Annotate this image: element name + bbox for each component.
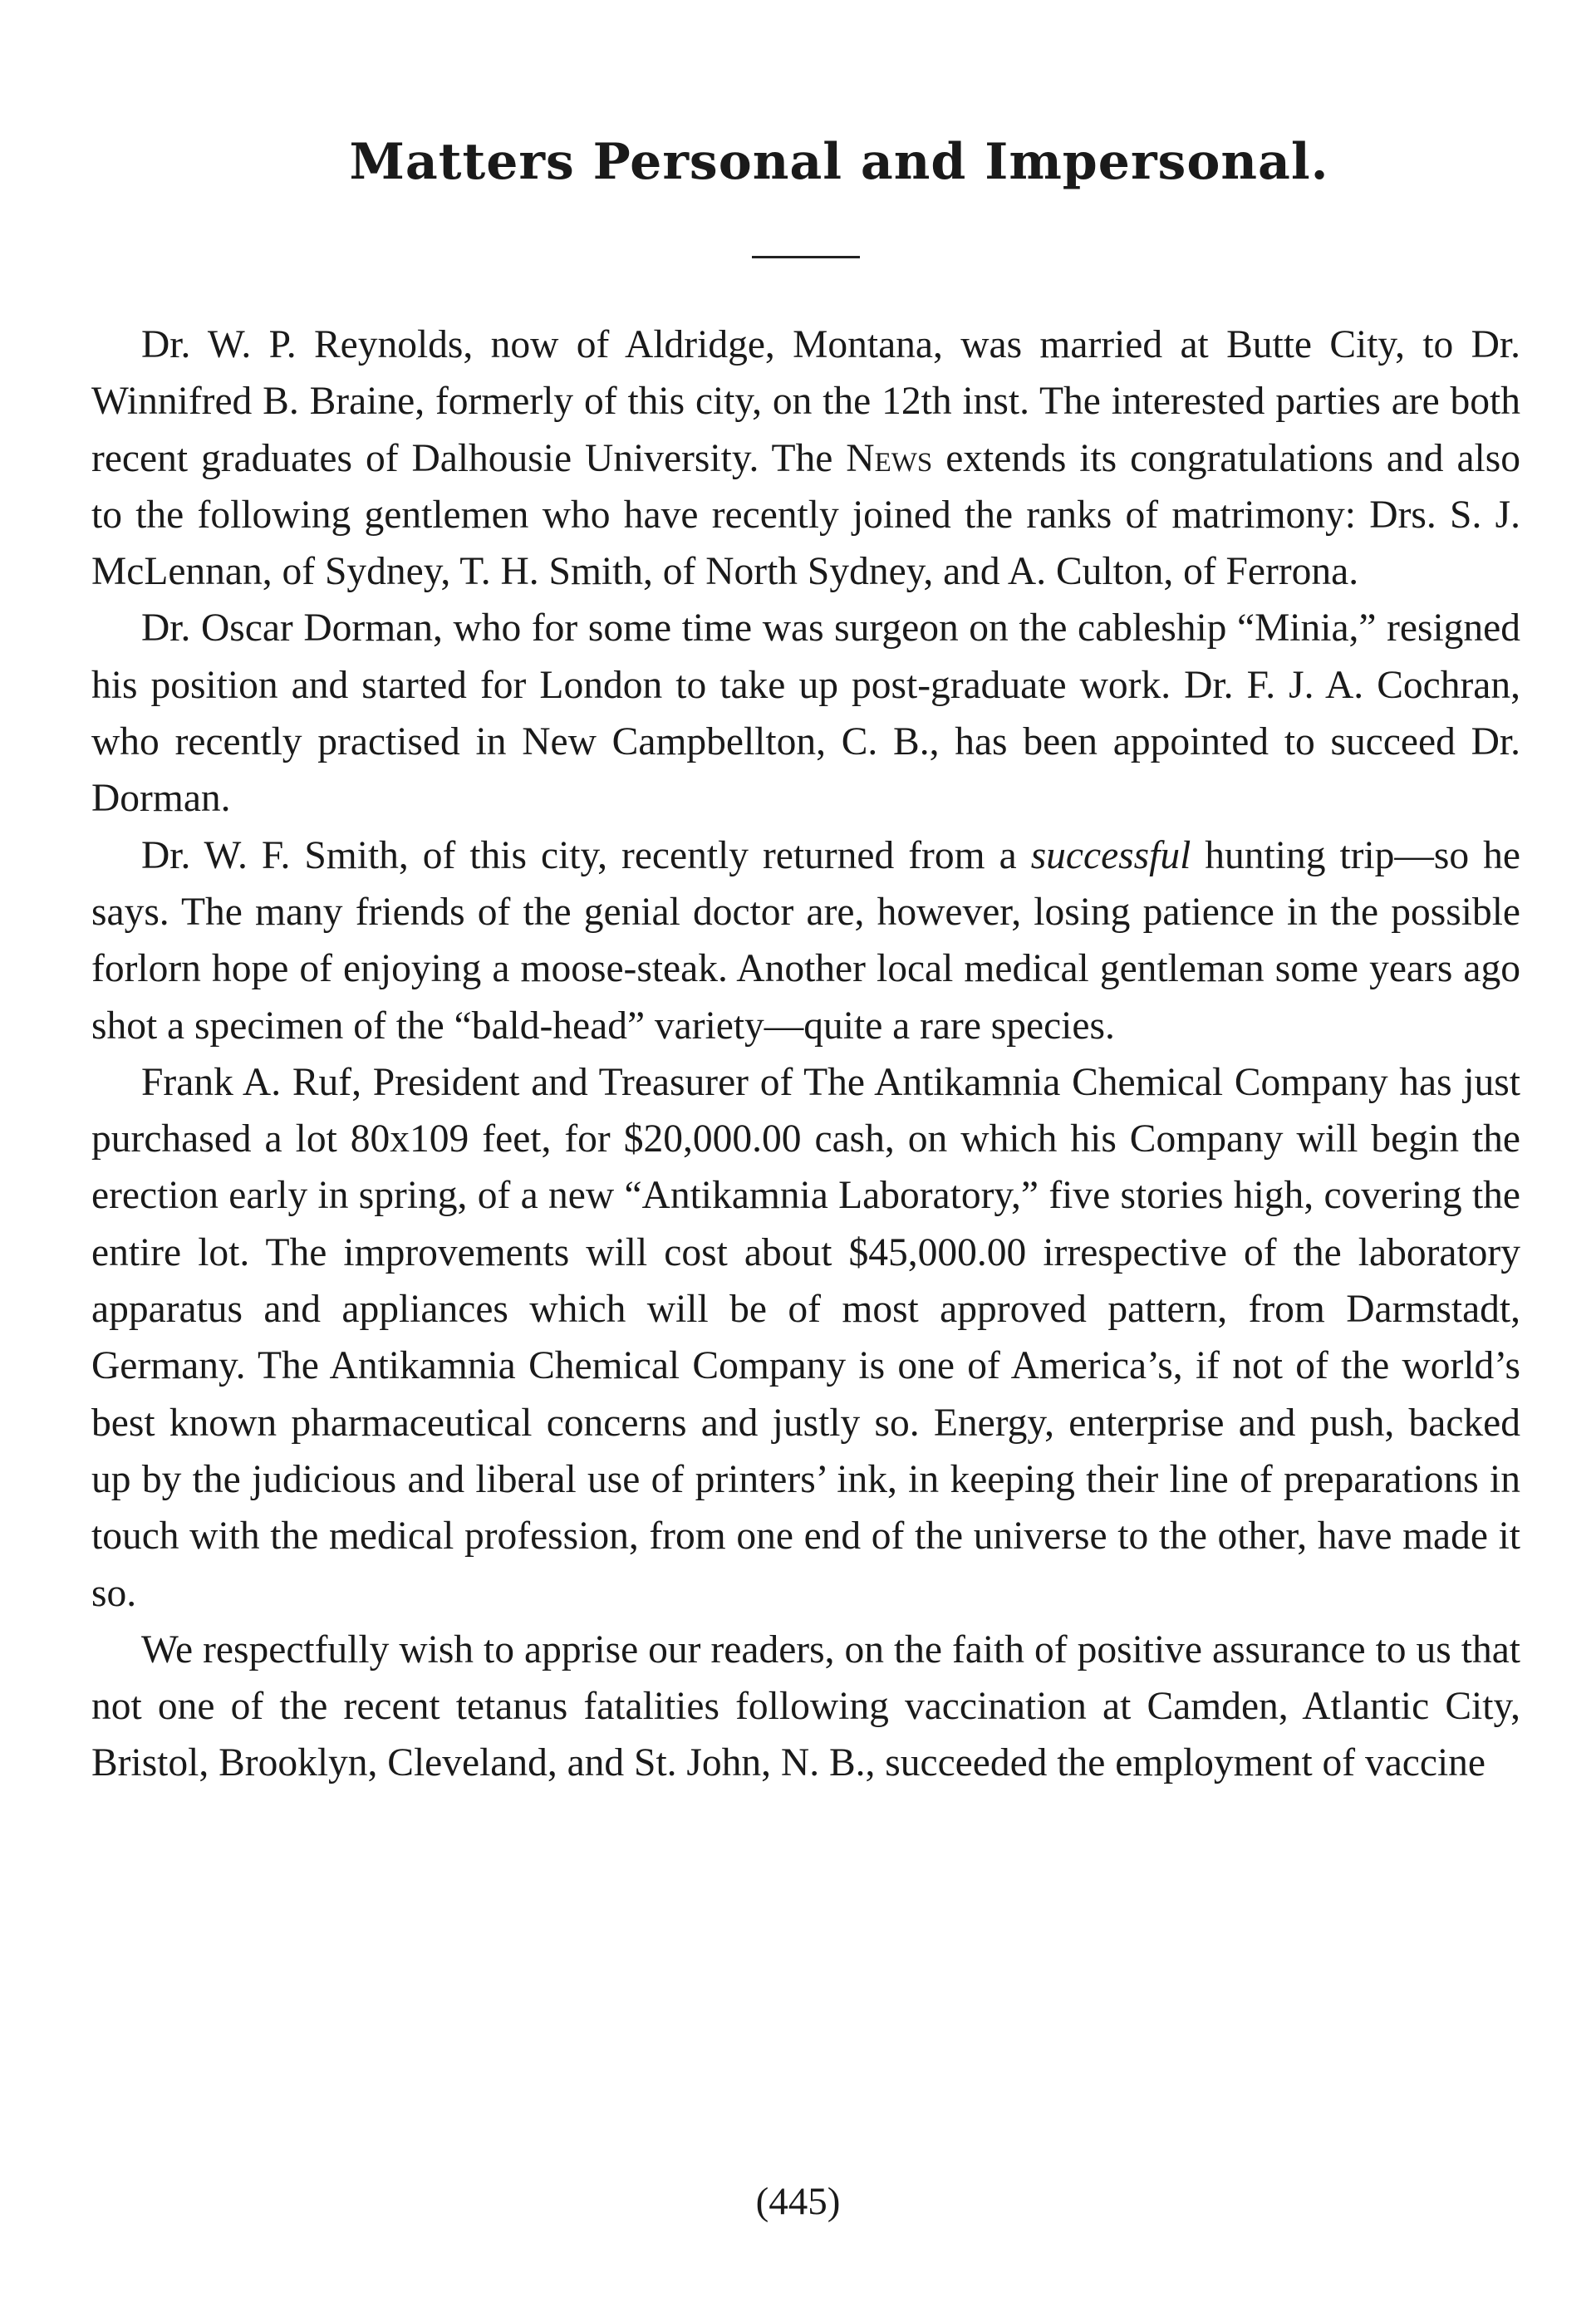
article-body xyxy=(91,317,1520,1792)
paragraph-text: extends its congratulations and also to the following gentlemen who have recently joined the ranks of matrimony: Drs. S. J. McLennan, of Sydney, T. H. Smith, of North Sydney, and A. Culton, of Ferrona. xyxy=(91,436,1520,594)
page-number: (445) xyxy=(755,2180,841,2223)
paragraph-text: hunting trip—so he says. The many friends of the genial doctor are, however, losing patience in the possible forlorn hope of enjoying a moose-steak. Another local medical gentleman some years ago shot a specimen of the “bald-head” variety—quite a rare species. xyxy=(91,833,1520,1048)
paragraph-dorman: Dr. Oscar Dorman, who for some time was surgeon on the cableship “Minia,” resigned his position and started for London to take up post-graduate work. Dr. F. J. A. Cochran, who recently practised in New Campbellton, C. B., has been appointed to succeed Dr. Dorman. xyxy=(91,606,1520,821)
page-content xyxy=(91,125,1520,1792)
paragraph-antikamnia: Frank A. Ruf, President and Treasurer of The Antikamnia Chemical Company has just purchased a lot 80x109 feet, for $20,000.00 cash, on which his Company will begin the erection early in spring, of a new “Antikamnia Laboratory,” five stories high, covering the entire lot. The improvements will cost about $45,000.00 irrespective of the laboratory apparatus and appliances which will be of most approved pattern, from Darmstadt, Germany. The Antikamnia Chemical Company is one of America’s, if not of the world’s best known pharmaceutical concerns and justly so. Energy, enterprise and push, backed up by the judicious and liberal use of printers’ ink, in keeping their line of preparations in touch with the medical profession, from one end of the universe to the other, have made it so. xyxy=(91,1060,1520,1615)
paragraph-text: Dr. W. P. Reynolds, now of Aldridge, Montana, was married at Butte City, to Dr. Winnifred B. Braine, formerly of this city, on the 12th inst. The interested parties are both recent graduates of Dalhousie University. The xyxy=(91,323,1520,480)
italic-word: successful xyxy=(1030,833,1191,877)
news-small-caps: News xyxy=(846,436,933,480)
paragraph-smith-hunting xyxy=(91,827,1520,1054)
title-divider xyxy=(752,256,860,258)
page-title: Matters Personal and Impersonal. xyxy=(349,133,1329,191)
paragraph-reynolds-marriage xyxy=(91,317,1520,600)
paragraph-text: Dr. W. F. Smith, of this city, recently returned from a xyxy=(141,833,1031,877)
paragraph-vaccination: We respectfully wish to apprise our readers, on the faith of positive assurance to us that not one of the recent tetanus fatalities following vaccination at Camden, Atlantic City, Bristol, Brooklyn, Cleveland, and St. John, N. B., succeeded the employment of vaccine xyxy=(91,1627,1520,1785)
